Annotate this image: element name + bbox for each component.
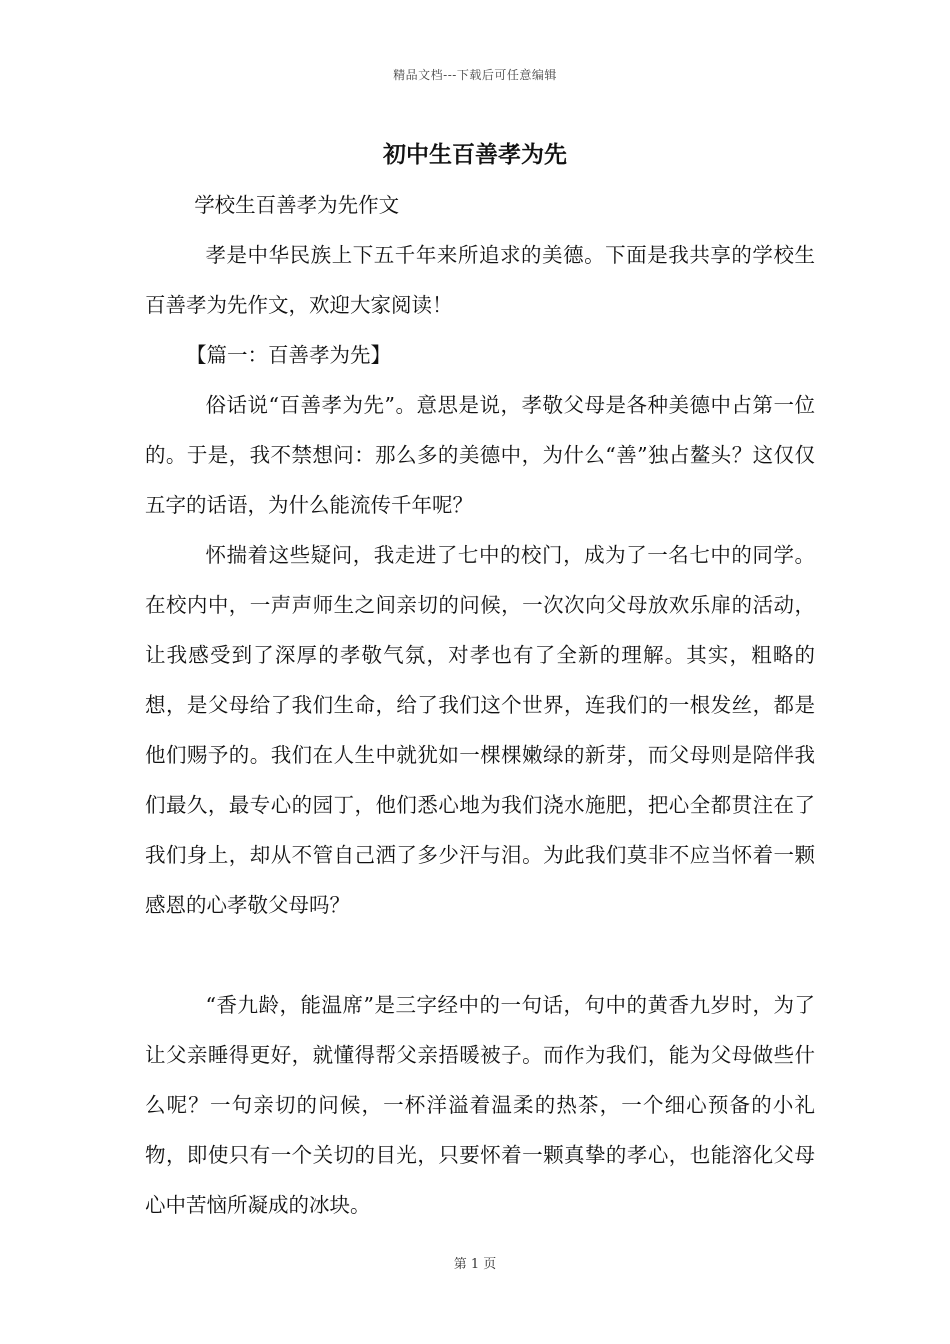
- document-body: [145, 180, 815, 1230]
- body-paragraph-3: “香九龄，能温席”是三字经中的一句话，句中的黄香九岁时，为了让父亲睡得更好，就懂得帮父亲捂暖被子。而作为我们，能为父母做些什么呢？一句亲切的问候，一杯洋溢着温柔的热茶，一个细心预备的小礼物，即使只有一个关切的目光，只要怀着一颗真挚的孝心，也能溶化父母心中苦恼所凝成的冰块。: [145, 993, 815, 1217]
- intro-paragraph: 孝是中华民族上下五千年来所追求的美德。下面是我共享的学校生百善孝为先作文，欢迎大家阅读！: [145, 243, 815, 317]
- body-paragraph-1: 俗话说“百善孝为先”。意思是说，孝敬父母是各种美德中占第一位的。于是，我不禁想问：那么多的美德中，为什么“善”独占鳌头？这仅仅五字的话语，为什么能流传千年呢？: [145, 393, 815, 517]
- document-title: 初中生百善孝为先: [383, 141, 567, 168]
- document-subtitle: 学校生百善孝为先作文: [194, 193, 400, 217]
- body-paragraph-2: 怀揣着这些疑问，我走进了七中的校门，成为了一名七中的同学。在校内中，一声声师生之间亲切的问候，一次次向父母放欢乐扉的活动，让我感受到了深厚的孝敬气氛，对孝也有了全新的理解。其实，粗略的想，是父母给了我们生命，给了我们这个世界，连我们的一根发丝，都是他们赐予的。我们在人生中就犹如一棵棵嫩绿的新芽，而父母则是陪伴我们最久，最专心的园丁，他们悉心地为我们浇水施肥，把心全都贯注在了我们身上，却从不管自己洒了多少汗与泪。为此我们莫非不应当怀着一颗感恩的心孝敬父母吗？: [145, 543, 815, 917]
- header-note: 精品文档---下载后可任意编辑: [393, 68, 557, 82]
- page-number: 第 1 页: [453, 1257, 497, 1272]
- section-heading: 【篇一：百善孝为先】: [186, 343, 391, 367]
- paragraph-gap: [145, 930, 815, 980]
